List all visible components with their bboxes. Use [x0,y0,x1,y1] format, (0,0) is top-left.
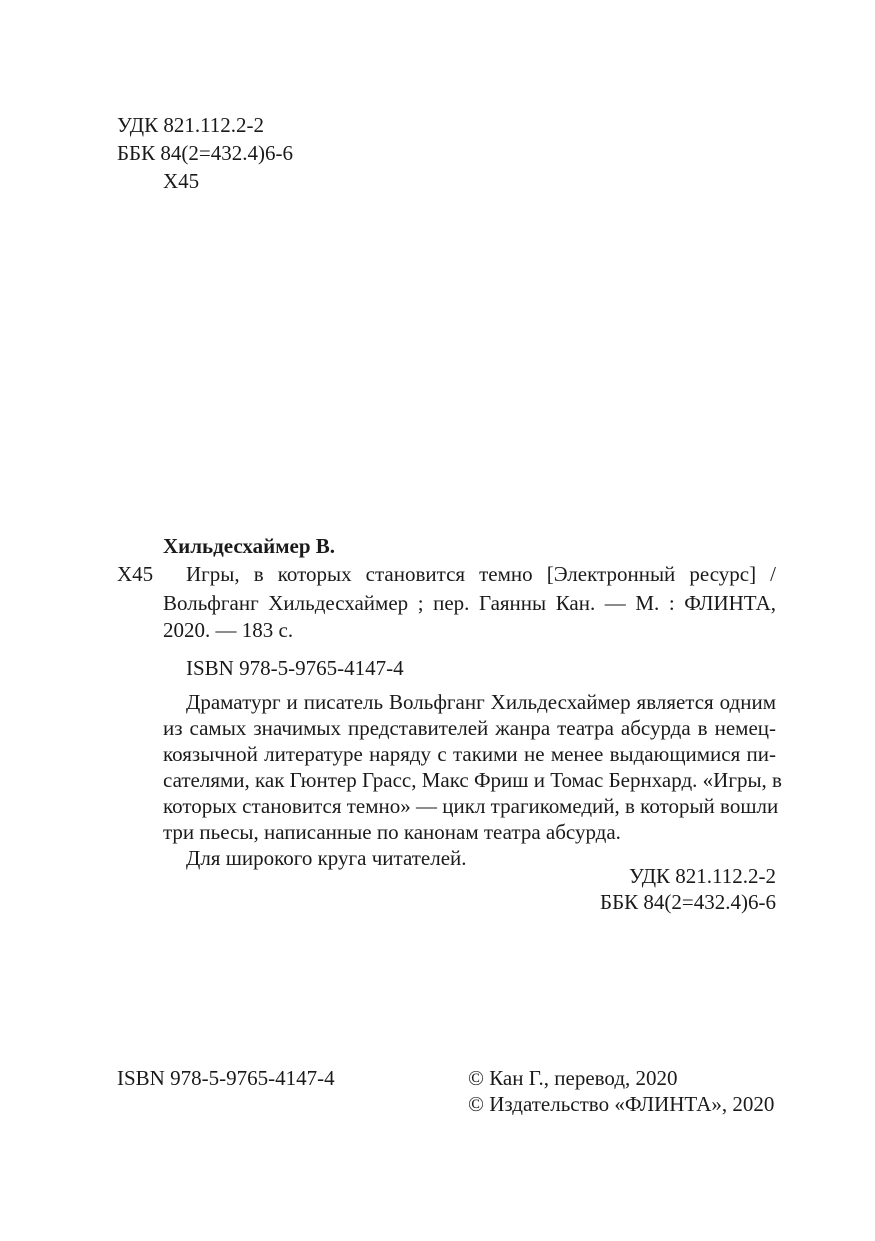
description-line: Игры, в которых становится темно [Электронный ресурс] / [186,562,776,586]
isbn-footer: ISBN 978-5-9765-4147-4 [117,1066,335,1090]
author-mark-top: Х45 [163,169,200,193]
author-name: Хильдесхаймер В. [163,534,336,558]
description-line: 2020. — 183 с. [163,618,294,642]
annotation-line: Драматург и писатель Вольфганг Хильдесхаймер является одним [186,690,776,714]
udk-code-top: УДК 821.112.2-2 [117,113,265,137]
annotation-line: сателями, как Гюнтер Грасс, Макс Фриш и Томас Бернхард. «Игры, в [163,768,782,792]
udk-code-right: УДК 821.112.2-2 [628,864,776,888]
copyright-publisher: © Издательство «ФЛИНТА», 2020 [468,1092,775,1116]
bbk-code-top: ББК 84(2=432.4)6-6 [117,141,293,165]
copyright-translation: © Кан Г., перевод, 2020 [468,1066,678,1090]
description-line: Вольфганг Хильдесхаймер ; пер. Гаянны Кан. — М. : ФЛИНТА, [163,591,776,615]
isbn-record: ISBN 978-5-9765-4147-4 [186,656,404,680]
annotation-line: коязычной литературе наряду с такими не менее выдающимися пи- [163,742,776,766]
bbk-code-right: ББК 84(2=432.4)6-6 [600,890,776,914]
annotation-line: которых становится темно» — цикл трагикомедий, в который вошли [163,794,779,818]
author-mark: Х45 [117,562,154,586]
readers-note: Для широкого круга читателей. [186,846,467,870]
annotation-line: три пьесы, написанные по канонам театра абсурда. [163,820,621,844]
annotation-line: из самых значимых представителей жанра театра абсурда в немец- [163,716,776,740]
